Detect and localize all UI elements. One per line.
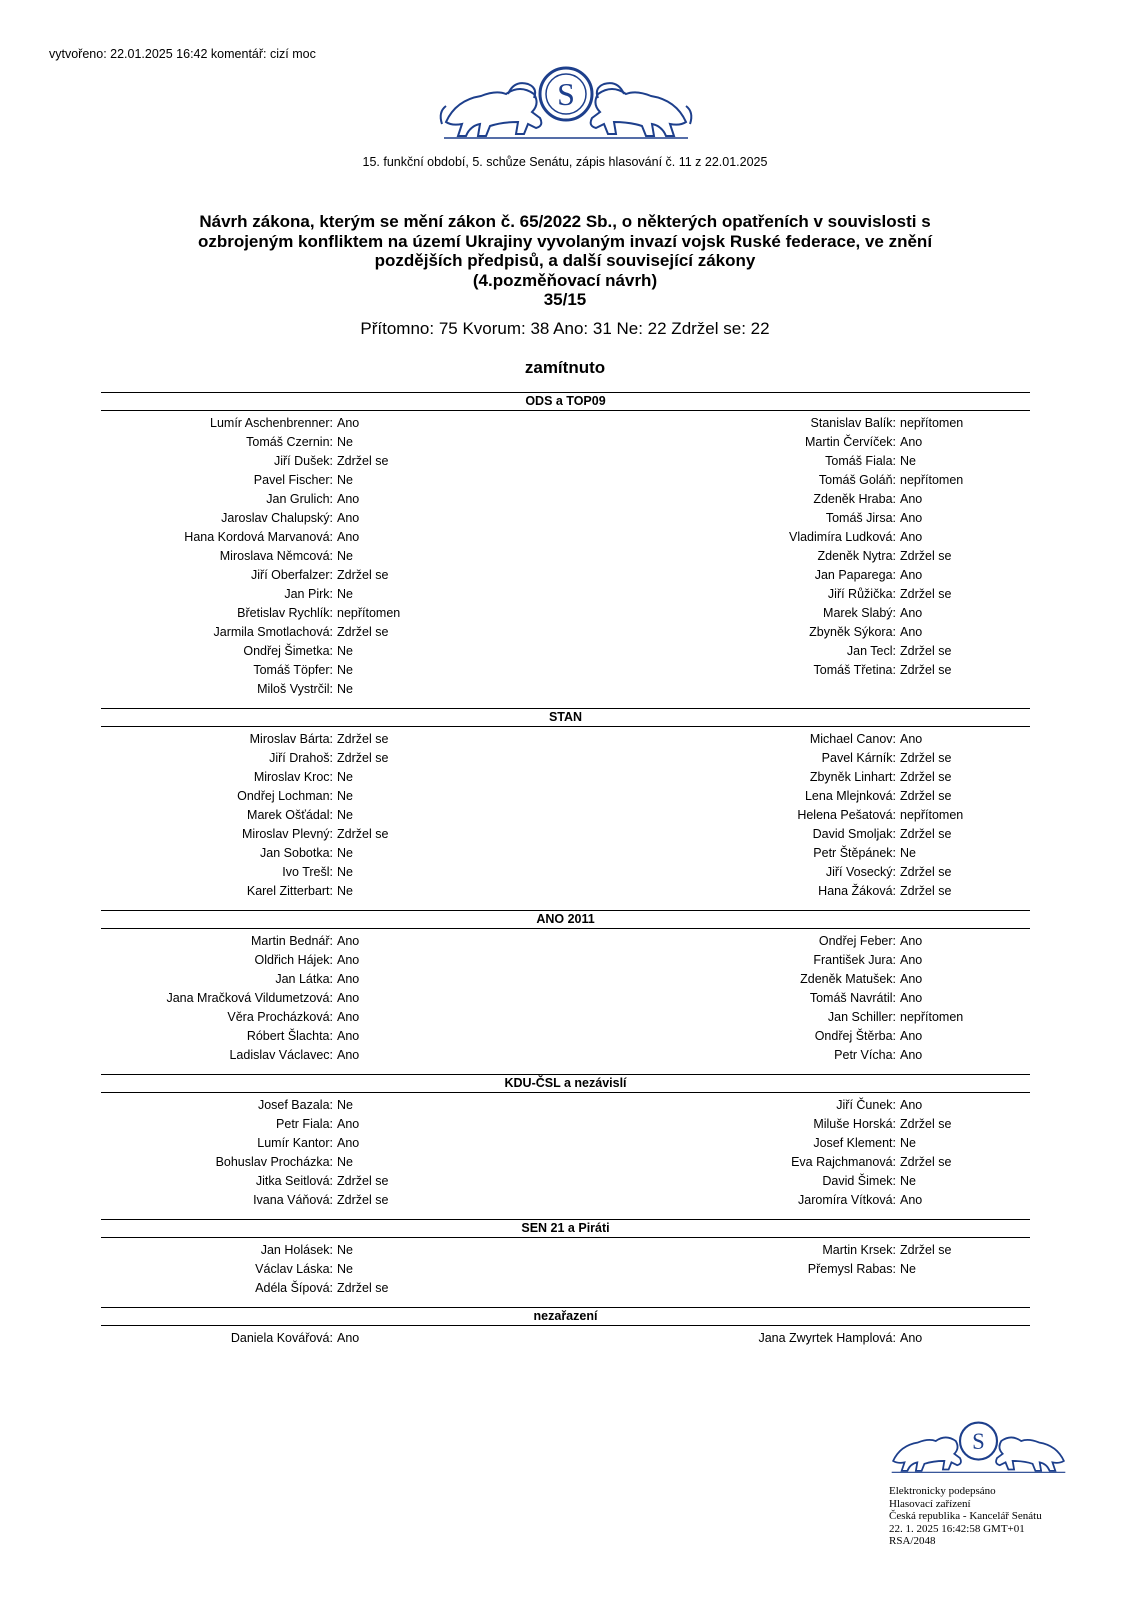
member-row	[101, 414, 1030, 433]
senator-name: Miroslav Plevný:	[242, 827, 333, 841]
member-row	[101, 863, 1030, 882]
senator-name: Jarmila Smotlachová:	[213, 625, 333, 639]
senator-name: Tomáš Třetina:	[813, 663, 896, 677]
senator-name: Oldřich Hájek:	[254, 953, 333, 967]
senator-name: Miroslav Kroc:	[253, 770, 333, 784]
senator-name: Tomáš Töpfer:	[253, 663, 333, 677]
senator-vote: nepřítomen	[900, 808, 964, 822]
senator-name: Zdeněk Nytra:	[817, 549, 896, 563]
member-row	[101, 509, 1030, 528]
senator-vote: Zdržel se	[337, 1281, 389, 1295]
member-row	[101, 989, 1030, 1008]
senator-vote: Zdržel se	[337, 732, 389, 746]
senator-vote: Zdržel se	[900, 865, 952, 879]
senator-vote: nepřítomen	[337, 606, 401, 620]
member-row	[101, 1096, 1030, 1115]
senator-vote: Ano	[900, 568, 923, 582]
senator-name: Ondřej Šimetka:	[243, 644, 333, 658]
senator-vote: Zdržel se	[337, 827, 389, 841]
member-row	[101, 1046, 1030, 1065]
member-row	[101, 528, 1030, 547]
senator-name: Martin Krsek:	[822, 1243, 896, 1257]
senator-name: Lumír Kantor:	[257, 1136, 333, 1150]
member-row	[101, 1027, 1030, 1046]
senator-name: Josef Klement:	[813, 1136, 896, 1150]
senator-name: Jan Sobotka:	[260, 846, 333, 860]
member-row	[101, 547, 1030, 566]
senator-vote: Ne	[337, 435, 353, 449]
senator-name: Tomáš Goláň:	[818, 473, 896, 487]
senator-name: Přemysl Rabas:	[807, 1262, 896, 1276]
senator-vote: Ano	[337, 953, 360, 967]
senator-name: Martin Červíček:	[805, 435, 896, 449]
senator-vote: Ne	[337, 644, 353, 658]
bill-title	[150, 212, 980, 310]
senator-name: Jan Holásek:	[260, 1243, 333, 1257]
senator-vote: Ne	[337, 473, 353, 487]
senator-name: Jan Schiller:	[827, 1010, 896, 1024]
senator-name: Petr Vícha:	[834, 1048, 896, 1062]
senator-vote: Ano	[337, 530, 360, 544]
senator-name: Václav Láska:	[255, 1262, 333, 1276]
senator-vote: Ano	[900, 953, 923, 967]
senator-vote: Ano	[337, 934, 360, 948]
senator-name: Jana Mračková Vildumetzová:	[166, 991, 333, 1005]
senator-vote: Ne	[337, 1098, 353, 1112]
member-row	[101, 749, 1030, 768]
session-subtitle: 15. funkční období, 5. schůze Senátu, zápis hlasování č. 11 z 22.01.2025	[362, 155, 768, 169]
senator-name: Josef Bazala:	[257, 1098, 333, 1112]
senator-vote: Ano	[337, 416, 360, 430]
senator-name: Jiří Vosecký:	[825, 865, 896, 879]
senator-vote: Ano	[900, 511, 923, 525]
senator-name: Stanislav Balík:	[810, 416, 896, 430]
senator-name: Miluše Horská:	[813, 1117, 896, 1131]
senator-name: Jan Tecl:	[846, 644, 896, 658]
member-row	[101, 642, 1030, 661]
senator-name: Zbyněk Linhart:	[809, 770, 896, 784]
group-members	[101, 1241, 1030, 1298]
group-members	[101, 730, 1030, 901]
senator-name: Tomáš Czernin:	[246, 435, 333, 449]
senator-name: Vladimíra Ludková:	[788, 530, 896, 544]
senator-vote: Ano	[900, 530, 923, 544]
member-row	[101, 680, 1030, 699]
member-row	[101, 970, 1030, 989]
senator-name: Tomáš Jirsa:	[825, 511, 896, 525]
senator-vote: Ano	[900, 1029, 923, 1043]
member-row	[101, 1134, 1030, 1153]
senator-vote: Ne	[337, 884, 353, 898]
group-header: KDU-ČSL a nezávislí	[101, 1074, 1030, 1093]
senator-name: David Smoljak:	[812, 827, 896, 841]
senator-vote: Zdržel se	[900, 770, 952, 784]
senator-name: Lumír Aschenbrenner:	[210, 416, 333, 430]
member-row	[101, 1260, 1030, 1279]
senator-vote: Ano	[337, 1331, 360, 1345]
senator-vote: Ne	[337, 770, 353, 784]
senate-lions-logo-icon	[436, 60, 696, 142]
senator-name: Jitka Seitlová:	[255, 1174, 333, 1188]
senator-name: Jaromíra Vítková:	[798, 1193, 896, 1207]
senator-name: Adéla Šípová:	[255, 1281, 333, 1295]
senator-vote: Zdržel se	[337, 1193, 389, 1207]
senator-name: Zbyněk Sýkora:	[809, 625, 896, 639]
title-line: pozdějších předpisů, a další související zákony	[374, 251, 756, 270]
member-row	[101, 882, 1030, 901]
member-row	[101, 452, 1030, 471]
senator-name: Helena Pešatová:	[797, 808, 896, 822]
senator-name: Daniela Kovářová:	[230, 1331, 333, 1345]
senator-vote: Zdržel se	[900, 644, 952, 658]
electronic-signature	[889, 1485, 1042, 1548]
senator-vote: Zdržel se	[337, 454, 389, 468]
member-row	[101, 623, 1030, 642]
senator-vote: Zdržel se	[900, 1117, 952, 1131]
signature-line: Česká republika - Kancelář Senátu	[889, 1510, 1042, 1522]
senator-vote: Zdržel se	[337, 625, 389, 639]
senator-vote: Ano	[337, 1048, 360, 1062]
vote-result: zamítnuto	[524, 358, 606, 377]
senator-vote: nepřítomen	[900, 1010, 964, 1024]
senator-vote: Ne	[337, 865, 353, 879]
senator-name: Jana Zwyrtek Hamplová:	[758, 1331, 896, 1345]
senator-vote: Ano	[900, 732, 923, 746]
senator-vote: Ne	[337, 846, 353, 860]
svg-text:S: S	[557, 76, 575, 112]
senator-name: Ondřej Lochman:	[237, 789, 333, 803]
senator-name: Jiří Drahoš:	[269, 751, 333, 765]
senator-name: Ivana Váňová:	[253, 1193, 333, 1207]
senator-name: Tomáš Fiala:	[825, 454, 896, 468]
title-line: (4.pozměňovací návrh)	[472, 270, 658, 290]
senator-name: Jiří Čunek:	[836, 1098, 896, 1112]
senator-vote: Ano	[900, 991, 923, 1005]
senator-vote: Zdržel se	[900, 884, 952, 898]
senator-name: Marek Ošťádal:	[247, 808, 333, 822]
senator-vote: Ne	[900, 1174, 916, 1188]
senator-vote: Ano	[337, 1117, 360, 1131]
senator-name: Jiří Dušek:	[273, 454, 333, 468]
senator-vote: Ne	[900, 846, 916, 860]
group-members	[101, 1096, 1030, 1210]
senator-name: Tomáš Navrátil:	[809, 991, 896, 1005]
senator-name: Zdeněk Hraba:	[813, 492, 896, 506]
member-row	[101, 844, 1030, 863]
senator-vote: Ne	[337, 789, 353, 803]
senator-name: Jiří Oberfalzer:	[251, 568, 333, 582]
senator-name: Bohuslav Procházka:	[215, 1155, 333, 1169]
group-members	[101, 932, 1030, 1065]
senator-vote: Zdržel se	[337, 751, 389, 765]
member-row	[101, 787, 1030, 806]
title-line: ozbrojeným konfliktem na území Ukrajiny vyvolaným invazí vojsk Ruské federace, ve znění	[197, 231, 933, 251]
member-row	[101, 825, 1030, 844]
senator-name: Zdeněk Matušek:	[800, 972, 896, 986]
member-row	[101, 1153, 1030, 1172]
senator-vote: nepřítomen	[900, 473, 964, 487]
senator-vote: Ne	[337, 808, 353, 822]
senator-vote: Zdržel se	[900, 549, 952, 563]
member-row	[101, 604, 1030, 623]
member-row	[101, 1008, 1030, 1027]
senator-vote: Ano	[900, 606, 923, 620]
group-header: ANO 2011	[101, 910, 1030, 929]
member-row	[101, 1279, 1030, 1298]
senator-vote: nepřítomen	[900, 416, 964, 430]
senator-name: Jan Paparega:	[814, 568, 896, 582]
senator-vote: Ne	[337, 663, 353, 677]
senator-vote: Ano	[337, 1136, 360, 1150]
senator-name: Jan Látka:	[275, 972, 333, 986]
senator-vote: Ano	[900, 492, 923, 506]
member-row	[101, 1115, 1030, 1134]
senator-vote: Zdržel se	[337, 568, 389, 582]
senator-vote: Ne	[337, 549, 353, 563]
senator-vote: Zdržel se	[900, 789, 952, 803]
member-row	[101, 1241, 1030, 1260]
senator-name: Miroslava Němcová:	[219, 549, 333, 563]
senator-vote: Zdržel se	[900, 1243, 952, 1257]
senator-vote: Ano	[900, 1331, 923, 1345]
vote-stats: Přítomno: 75 Kvorum: 38 Ano: 31 Ne: 22 Zdržel se: 22	[360, 319, 770, 338]
senator-vote: Zdržel se	[900, 1155, 952, 1169]
member-row	[101, 1191, 1030, 1210]
senator-vote: Ano	[337, 511, 360, 525]
member-row	[101, 951, 1030, 970]
member-row	[101, 566, 1030, 585]
senator-name: Lena Mlejnková:	[804, 789, 896, 803]
senator-name: Michael Canov:	[809, 732, 896, 746]
member-row	[101, 1329, 1030, 1348]
senator-vote: Zdržel se	[900, 827, 952, 841]
senator-name: Břetislav Rychlík:	[237, 606, 333, 620]
senator-vote: Ano	[337, 492, 360, 506]
member-row	[101, 1172, 1030, 1191]
senator-name: Jan Pirk:	[284, 587, 333, 601]
senator-name: Jaroslav Chalupský:	[221, 511, 333, 525]
group-header: SEN 21 a Piráti	[101, 1219, 1030, 1238]
voting-groups	[101, 392, 1030, 1357]
senator-name: Ladislav Václavec:	[229, 1048, 333, 1062]
senator-name: David Šimek:	[822, 1174, 896, 1188]
senator-vote: Ano	[337, 1029, 360, 1043]
senator-vote: Zdržel se	[900, 663, 952, 677]
member-row	[101, 585, 1030, 604]
senator-name: Miroslav Bárta:	[249, 732, 333, 746]
senator-vote: Ne	[337, 1155, 353, 1169]
senator-vote: Ne	[900, 454, 916, 468]
senator-vote: Ano	[900, 625, 923, 639]
group-members	[101, 414, 1030, 699]
senator-vote: Ano	[337, 1010, 360, 1024]
member-row	[101, 661, 1030, 680]
senate-lions-logo-icon	[886, 1416, 1071, 1476]
senator-name: Ondřej Štěrba:	[814, 1029, 896, 1043]
senator-vote: Ne	[337, 1262, 353, 1276]
senator-name: Pavel Fischer:	[253, 473, 333, 487]
member-row	[101, 932, 1030, 951]
member-row	[101, 730, 1030, 749]
senator-name: Pavel Kárník:	[821, 751, 896, 765]
senator-name: Hana Kordová Marvanová:	[184, 530, 333, 544]
senator-vote: Ano	[900, 435, 923, 449]
created-note: vytvořeno: 22.01.2025 16:42 komentář: cizí moc	[49, 47, 316, 61]
senator-vote: Ano	[900, 972, 923, 986]
senator-name: Karel Zitterbart:	[246, 884, 333, 898]
senator-vote: Ano	[900, 1048, 923, 1062]
title-line: 35/15	[543, 290, 587, 309]
group-header: ODS a TOP09	[101, 392, 1030, 411]
senator-name: Miloš Vystrčil:	[257, 682, 333, 696]
senator-name: Petr Štěpánek:	[813, 846, 896, 860]
senator-vote: Ne	[900, 1136, 916, 1150]
member-row	[101, 433, 1030, 452]
senator-name: Martin Bednář:	[251, 934, 333, 948]
senator-vote: Ano	[900, 1193, 923, 1207]
senator-name: Ondřej Feber:	[818, 934, 896, 948]
senator-name: Marek Slabý:	[823, 606, 896, 620]
senator-name: František Jura:	[813, 953, 896, 967]
senator-name: Jan Grulich:	[266, 492, 333, 506]
senator-name: Ivo Trešl:	[282, 865, 333, 879]
senator-vote: Ano	[900, 934, 923, 948]
signature-line: 22. 1. 2025 16:42:58 GMT+01	[889, 1522, 1025, 1535]
group-header: STAN	[101, 708, 1030, 727]
senator-vote: Ne	[337, 1243, 353, 1257]
senator-name: Hana Žáková:	[818, 884, 896, 898]
signature-line: Elektronicky podepsáno	[889, 1485, 996, 1497]
senator-name: Róbert Šlachta:	[246, 1029, 333, 1043]
senator-vote: Ne	[337, 682, 353, 696]
group-members	[101, 1329, 1030, 1348]
signature-line: Hlasovací zařízení	[889, 1497, 971, 1510]
svg-text:S: S	[972, 1428, 985, 1454]
senator-name: Petr Fiala:	[276, 1117, 333, 1131]
signature-line: RSA/2048	[889, 1535, 936, 1547]
senator-vote: Ne	[900, 1262, 916, 1276]
group-header: nezařazení	[101, 1307, 1030, 1326]
member-row	[101, 490, 1030, 509]
senator-vote: Ano	[900, 1098, 923, 1112]
senator-name: Věra Procházková:	[227, 1010, 333, 1024]
senator-vote: Ne	[337, 587, 353, 601]
senator-vote: Ano	[337, 991, 360, 1005]
senator-vote: Zdržel se	[900, 751, 952, 765]
member-row	[101, 768, 1030, 787]
senator-vote: Ano	[337, 972, 360, 986]
senator-vote: Zdržel se	[337, 1174, 389, 1188]
senator-vote: Zdržel se	[900, 587, 952, 601]
senator-name: Eva Rajchmanová:	[791, 1155, 896, 1169]
member-row	[101, 806, 1030, 825]
title-line: Návrh zákona, kterým se mění zákon č. 65/2022 Sb., o některých opatřeních v souvislosti s	[199, 212, 931, 231]
senator-name: Jiří Růžička:	[827, 587, 896, 601]
member-row	[101, 471, 1030, 490]
